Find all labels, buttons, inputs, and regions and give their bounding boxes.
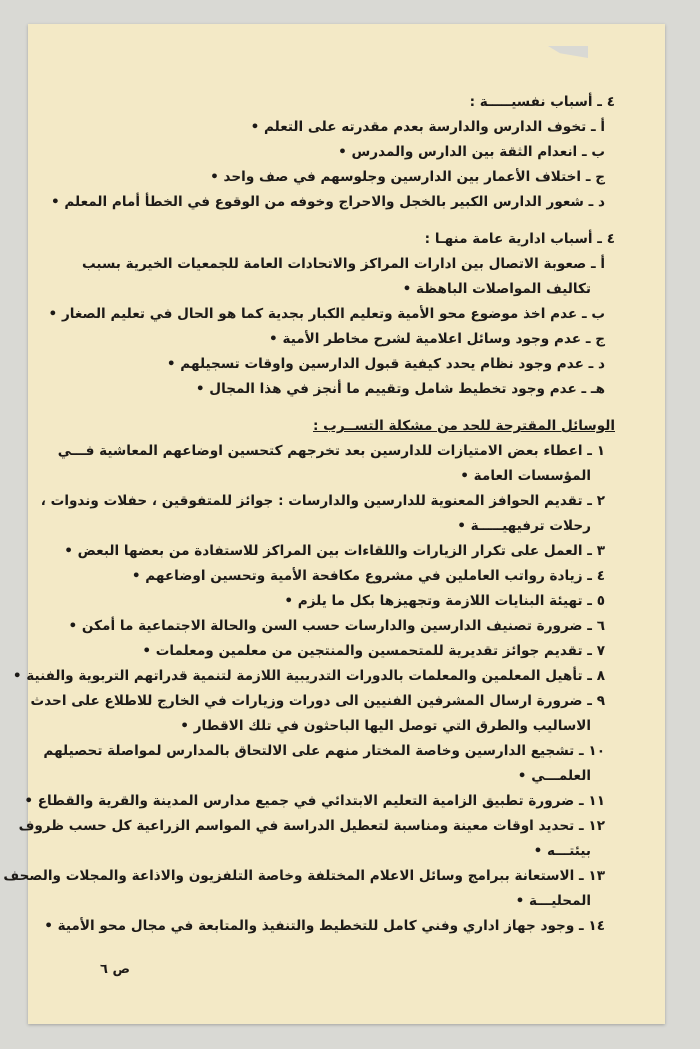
list-item: ٧ ـ تقديم جوائز تقديرية للمتحمسين والمنتجين من معلمين ومعلمات • (142, 643, 605, 659)
torn-corner (548, 46, 588, 58)
section-heading: ٤ ـ أسباب نفسيـــــة : (469, 94, 615, 110)
list-item: ج ـ عدم وجود وسائل اعلامية لشرح مخاطر الأمية • (269, 331, 605, 347)
list-item: هـ ـ عدم وجود تخطيط شامل وتقييم ما أنجز في هذا المجال • (195, 381, 605, 397)
list-item: ١٠ ـ تشجيع الدارسين وخاصة المختار منهم على الالتحاق بالمدارس لمواصلة تحصيلهم (43, 743, 605, 759)
section-heading: ٤ ـ أسباب ادارية عامة منهـا : (424, 231, 615, 247)
list-item: ٨ ـ تأهيل المعلمين والمعلمات بالدورات التدريبية اللازمة لتنمية قدراتهم التربوية والفنية • (12, 668, 605, 684)
list-item: ١٤ ـ وجود جهاز اداري وفني كامل للتخطيط والتنفيذ والمتابعة في مجال محو الأمية • (44, 918, 605, 934)
list-item-continuation: العلمـــي • (517, 768, 591, 784)
list-item-continuation: المحليـــة • (515, 893, 591, 909)
list-item: ٢ ـ تقديم الحوافز المعنوية للدارسين والدارسات : جوائز للمتفوقين ، حفلات وندوات ، (40, 493, 605, 509)
list-item: ٦ ـ ضرورة تصنيف الدارسين والدارسات حسب السن والحالة الاجتماعية ما أمكن • (68, 618, 605, 634)
list-item: ٩ ـ ضرورة ارسال المشرفين الفنيين الى دورات وزيارات في الخارج للاطلاع على احدث (30, 693, 605, 709)
list-item-continuation: الاساليب والطرق التي توصل اليها الباحثون في تلك الاقطار • (180, 718, 591, 734)
list-item: ١١ ـ ضرورة تطبيق الزامية التعليم الابتدائي في جميع مدارس المدينة والقرية والقطاع • (24, 793, 605, 809)
list-item-continuation: تكاليف المواصلات الباهظة • (402, 281, 591, 297)
list-item: ٥ ـ تهيئة البنايات اللازمة وتجهيزها بكل ما يلزم • (284, 593, 605, 609)
page-number: ص ٦ (100, 962, 130, 977)
list-item: ب ـ انعدام الثقة بين الدارس والمدرس • (338, 144, 605, 160)
list-item: ١ ـ اعطاء بعض الامتيازات للدارسين بعد تخرجهم كتحسين اوضاعهم المعاشية فـــي (57, 443, 605, 459)
list-item: ١٣ ـ الاستعانة ببرامج وسائل الاعلام المختلفة وخاصة التلفزيون والاذاعة والمجلات والصحف (3, 868, 605, 884)
document-body (3, 90, 615, 939)
list-item: أ ـ صعوبة الاتصال بين ادارات المراكز والاتحادات العامة للجمعيات الخيرية بسبب (82, 256, 605, 272)
list-item: ١٢ ـ تحديد اوقات معينة ومناسبة لتعطيل الدراسة في المواسم الزراعية كل حسب ظروف (18, 818, 605, 834)
list-item: ٤ ـ زيادة رواتب العاملين في مشروع مكافحة الأمية وتحسين اوضاعهم • (131, 568, 605, 584)
list-item: د ـ عدم وجود نظام يحدد كيفية قبول الدارسين واوقات تسجيلهم • (166, 356, 605, 372)
list-item: د ـ شعور الدارس الكبير بالخجل والاحراج وخوفه من الوقوع في الخطأ أمام المعلم • (50, 194, 605, 210)
list-item-continuation: بيئتـــه • (533, 843, 591, 859)
list-item-continuation: رحلات ترفيهيـــــة • (457, 518, 591, 534)
list-item: أ ـ تخوف الدارس والدارسة بعدم مقدرته على التعلم • (250, 119, 605, 135)
list-item: ب ـ عدم اخذ موضوع محو الأمية وتعليم الكبار بجدية كما هو الحال في تعليم الصغار • (48, 306, 605, 322)
section-heading: الوسائل المقترحة للحد من مشكلة التســرب : (313, 418, 615, 434)
list-item: ج ـ اختلاف الأعمار بين الدارسين وجلوسهم في صف واحد • (210, 169, 605, 185)
list-item: ٣ ـ العمل على تكرار الزيارات واللقاءات بين المراكز للاستفادة من بعضها البعض • (64, 543, 605, 559)
list-item-continuation: المؤسسات العامة • (460, 468, 591, 484)
